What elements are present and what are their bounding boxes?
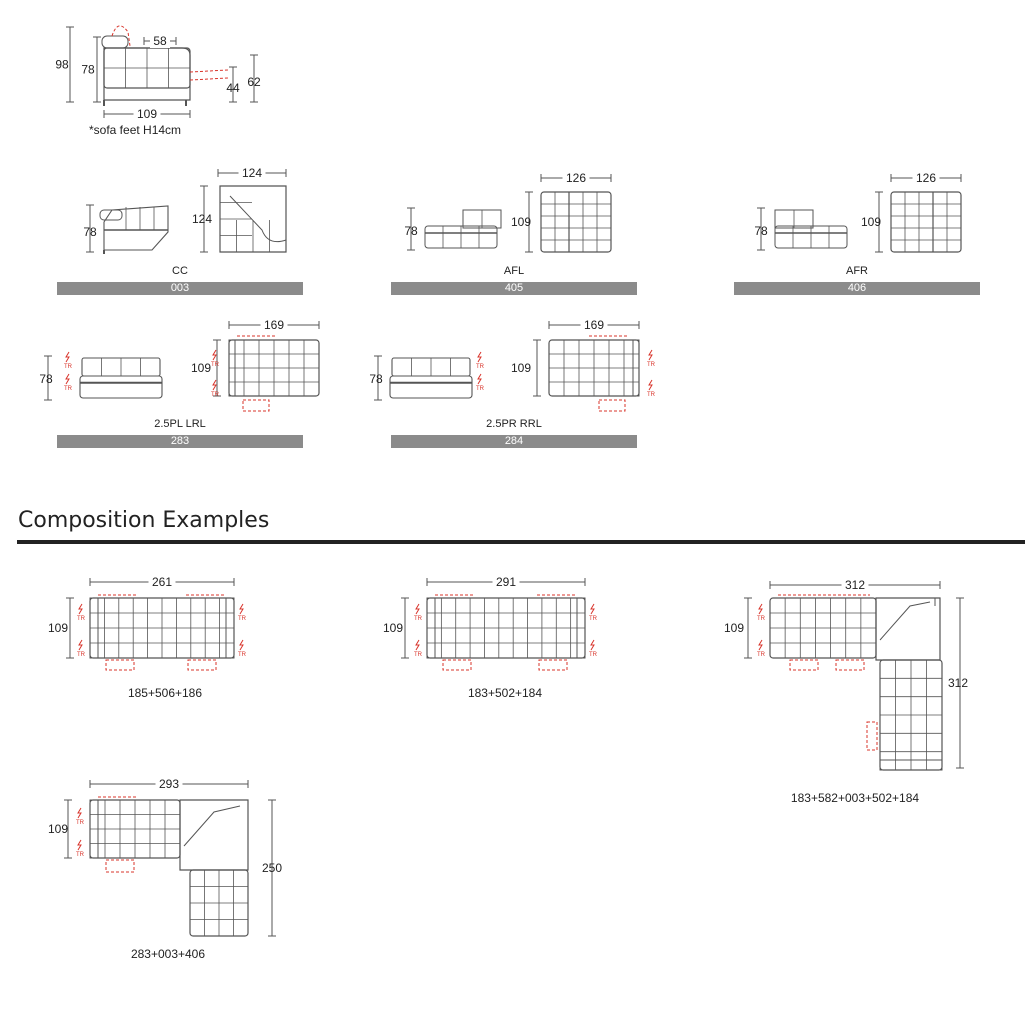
dimension-label: 78	[39, 372, 53, 386]
dimension-label: 109	[510, 361, 532, 375]
power-icon	[66, 352, 69, 362]
power-icon	[416, 604, 419, 614]
power-icon	[478, 374, 481, 384]
dimension-label: 109	[382, 621, 404, 635]
recliner-footrest	[790, 660, 818, 670]
tr-label: TR	[589, 616, 597, 622]
tr-label: TR	[414, 616, 422, 622]
tr-label: TR	[476, 386, 484, 392]
dimension-label: 109	[860, 215, 882, 229]
power-icon	[591, 640, 594, 650]
dimension-label: 312	[844, 578, 866, 592]
composition-formula: 183+502+184	[467, 686, 543, 700]
dimension-label: 124	[191, 212, 213, 226]
dimension-label: 291	[495, 575, 517, 589]
power-icon	[591, 604, 594, 614]
module-code-bar: 003	[57, 282, 303, 295]
dimension-label: 78	[754, 224, 768, 238]
corner-wedge	[184, 806, 240, 846]
module-code-bar: 405	[391, 282, 637, 295]
power-icon	[78, 808, 81, 818]
tr-label: TR	[476, 364, 484, 370]
headrest	[102, 36, 128, 48]
power-icon	[240, 640, 243, 650]
power-icon	[759, 604, 762, 614]
dimension-label: 261	[151, 575, 173, 589]
power-icon	[240, 604, 243, 614]
recliner-footrest	[599, 400, 625, 411]
dimension-label: 169	[583, 318, 605, 332]
tr-label: TR	[238, 652, 246, 658]
corner-plan-outline	[180, 800, 248, 870]
recliner-footrest	[243, 400, 269, 411]
seat-base	[80, 376, 162, 398]
tr-label: TR	[647, 392, 655, 398]
dimension-label: 98	[55, 57, 69, 72]
composition-formula: 183+582+003+502+184	[790, 791, 920, 805]
dimension-label: 58	[153, 34, 167, 48]
dimension-label: 78	[404, 224, 418, 238]
recliner-footrest	[106, 660, 134, 670]
dimension-label: 126	[915, 171, 937, 185]
power-icon	[79, 640, 82, 650]
module-name: AFL	[503, 265, 525, 277]
recliner-footrest	[539, 660, 567, 670]
tr-label: TR	[238, 616, 246, 622]
composition-formula: 185+506+186	[127, 686, 203, 700]
power-icon	[78, 840, 81, 850]
section-divider	[17, 540, 1025, 544]
dimension-label: 126	[565, 171, 587, 185]
recliner-footrest	[836, 660, 864, 670]
power-icon	[649, 350, 652, 360]
power-icon	[759, 640, 762, 650]
corner-wedge	[880, 602, 930, 640]
sofa-feet-note: *sofa feet H14cm	[89, 123, 182, 137]
tr-label: TR	[76, 820, 84, 826]
tr-label: TR	[757, 652, 765, 658]
dimension-label: 109	[47, 822, 69, 836]
plan-outline	[891, 192, 961, 252]
power-icon	[478, 352, 481, 362]
tr-label: TR	[76, 852, 84, 858]
dimension-label: 78	[81, 62, 95, 77]
module-name: AFR	[846, 265, 868, 277]
module-name: 2.5PL LRL	[154, 418, 206, 430]
power-icon	[649, 380, 652, 390]
module-name: CC	[172, 265, 188, 277]
recliner-footrest	[867, 722, 877, 750]
power-icon	[79, 604, 82, 614]
dimension-label: 109	[510, 215, 532, 229]
corner-side-outline	[104, 206, 168, 250]
tr-label: TR	[211, 362, 219, 368]
tr-label: TR	[647, 362, 655, 368]
dimension-label: 250	[261, 861, 283, 875]
tr-label: TR	[64, 364, 72, 370]
footrest-motion	[190, 70, 228, 80]
power-icon	[213, 350, 216, 360]
dimension-label: 62	[247, 75, 261, 89]
dimension-label: 109	[136, 107, 158, 121]
seat-base	[390, 376, 472, 398]
dimension-label: 293	[158, 777, 180, 791]
module-name: 2.5PR RRL	[486, 418, 542, 430]
recliner-footrest	[106, 860, 134, 872]
module-code-bar: 406	[734, 282, 980, 295]
dimension-label: 109	[723, 621, 745, 635]
tr-label: TR	[64, 386, 72, 392]
dimension-label: 44	[226, 81, 240, 95]
dimension-label: 109	[47, 621, 69, 635]
dimension-label: 78	[83, 225, 97, 239]
module-code-bar: 284	[391, 435, 637, 448]
tr-label: TR	[414, 652, 422, 658]
section-title: Composition Examples	[18, 508, 270, 533]
power-icon	[416, 640, 419, 650]
tr-label: TR	[757, 616, 765, 622]
tr-label: TR	[589, 652, 597, 658]
plan-outline	[541, 192, 611, 252]
tr-label: TR	[77, 652, 85, 658]
tr-label: TR	[77, 616, 85, 622]
dimension-label: 124	[241, 166, 263, 180]
tr-label: TR	[211, 392, 219, 398]
recliner-footrest	[188, 660, 216, 670]
corner-plan-outline	[876, 598, 940, 660]
dimension-label: 109	[190, 361, 212, 375]
dimension-label: 78	[369, 372, 383, 386]
dimension-label: 312	[947, 676, 969, 690]
composition-formula: 283+003+406	[130, 947, 206, 961]
recliner-footrest	[443, 660, 471, 670]
power-icon	[213, 380, 216, 390]
power-icon	[66, 374, 69, 384]
module-code-bar: 283	[57, 435, 303, 448]
dimension-label: 169	[263, 318, 285, 332]
